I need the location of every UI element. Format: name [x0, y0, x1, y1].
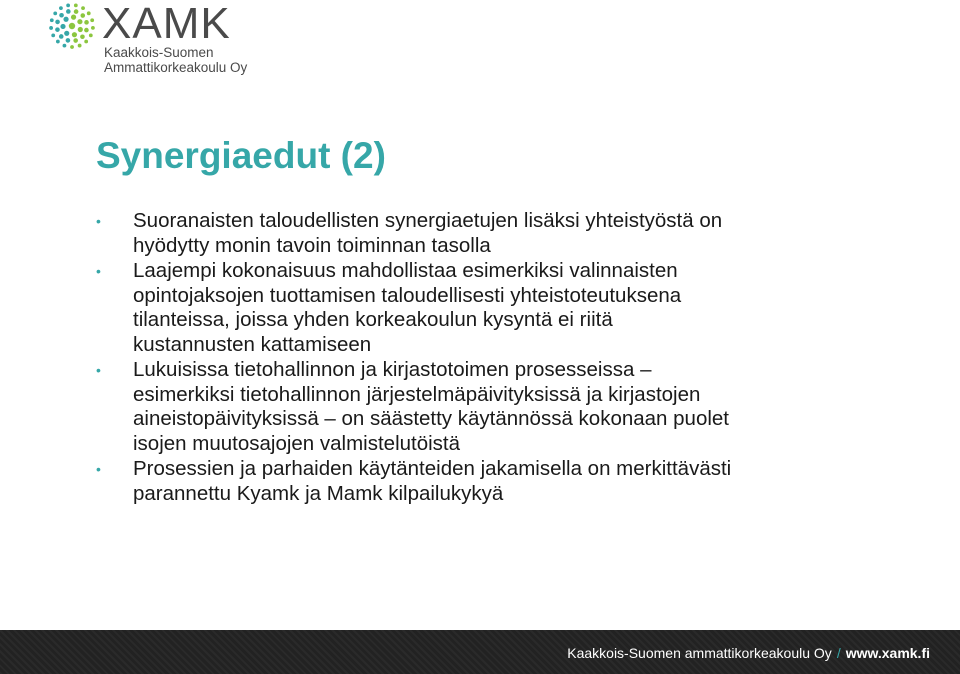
footer-bar [0, 630, 960, 674]
bullet-text-line: Laajempi kokonaisuus mahdollistaa esimerkiksi valinnaisten [133, 259, 678, 282]
logo-dot [80, 13, 85, 18]
bullet-item [96, 358, 946, 456]
logo-dot [63, 44, 67, 48]
bullet-text-line: hyödytty monin tavoin toiminnan tasolla [133, 233, 491, 257]
bullet-text-line: parannettu Kyamk ja Mamk kilpailukykyä [133, 481, 504, 505]
logo-dot [49, 26, 53, 30]
logo-dot [77, 19, 82, 24]
bullet-dot-icon: • [96, 362, 101, 378]
logo-dot [69, 23, 75, 29]
logo-dot [66, 3, 70, 7]
logo-dot [56, 40, 60, 44]
footer-separator: / [836, 645, 841, 661]
logo-dot [74, 3, 78, 7]
bullet-text-line: opintojaksojen tuottamisen taloudellisesti yhteistoteutuksena [133, 283, 682, 307]
logo-dot [78, 44, 82, 48]
logo-dot [50, 18, 54, 22]
logo-dot [60, 24, 65, 29]
bullet-item [96, 259, 946, 357]
logo-subtitle-line1: Kaakkois-Suomen [104, 45, 214, 60]
xamk-logo [44, 0, 274, 80]
logo-dot [87, 11, 91, 15]
logo-dot [59, 13, 64, 18]
footer-url-link[interactable]: www.xamk.fi [845, 645, 930, 661]
bullet-text-line: aineistopäivityksissä – on säästetty käytännössä kokonaan puolet [133, 407, 730, 430]
logo-dot [63, 17, 68, 22]
bullet-text-line: isojen muutosajojen valmistelutöistä [133, 431, 461, 455]
xamk-logo-mark-icon [44, 0, 104, 56]
logo-dot [89, 33, 93, 37]
logo-dot [66, 38, 71, 43]
logo-dot [84, 28, 89, 33]
logo-dot [59, 34, 64, 39]
bullet-dot-icon: • [96, 461, 101, 477]
logo-dot [78, 27, 83, 32]
bullet-item [96, 457, 946, 506]
logo-subtitle-line2: Ammattikorkeakoulu Oy [104, 60, 248, 75]
logo-dot [64, 31, 69, 36]
logo-dot [84, 20, 89, 25]
logo-wordmark: XAMK [102, 0, 231, 48]
bullet-text-line: Prosessien ja parhaiden käytänteiden jakamisella on merkittävästi [133, 457, 732, 480]
logo-dot [55, 20, 60, 25]
logo-dot [55, 27, 60, 32]
logo-dot [91, 26, 95, 30]
logo-dot [70, 45, 74, 49]
bullet-text-line: kustannusten kattamiseen [133, 332, 372, 356]
logo-dot [80, 34, 85, 39]
bullet-dot-icon: • [96, 213, 101, 229]
bullet-text-line: esimerkiksi tietohallinnon järjestelmäpäivityksissä ja kirjastojen [133, 382, 701, 406]
bullet-list [96, 209, 946, 507]
bullet-text-line: tilanteissa, joissa yhden korkeakoulun kysyntä ei riitä [133, 308, 613, 331]
logo-dot [66, 9, 71, 14]
bullet-item [96, 209, 946, 258]
logo-dot [73, 38, 78, 43]
bullet-text-line: Lukuisissa tietohallinnon ja kirjastotoimen prosesseissa – [133, 358, 652, 381]
bullet-dot-icon: • [96, 263, 101, 279]
footer-org: Kaakkois-Suomen ammattikorkeakoulu Oy [567, 645, 832, 661]
logo-dot [81, 6, 85, 10]
slide-title: Synergiaedut (2) [96, 135, 386, 176]
logo-dot [59, 6, 63, 10]
footer-text [567, 645, 930, 661]
logo-dot [90, 18, 94, 22]
logo-dot [72, 32, 77, 37]
bullet-text-line: Suoranaisten taloudellisten synergiaetujen lisäksi yhteistyöstä on [133, 209, 723, 232]
logo-dot [74, 9, 79, 14]
logo-dot [84, 40, 88, 44]
logo-dot [51, 33, 55, 37]
logo-dot [71, 15, 76, 20]
logo-dot [53, 11, 57, 15]
